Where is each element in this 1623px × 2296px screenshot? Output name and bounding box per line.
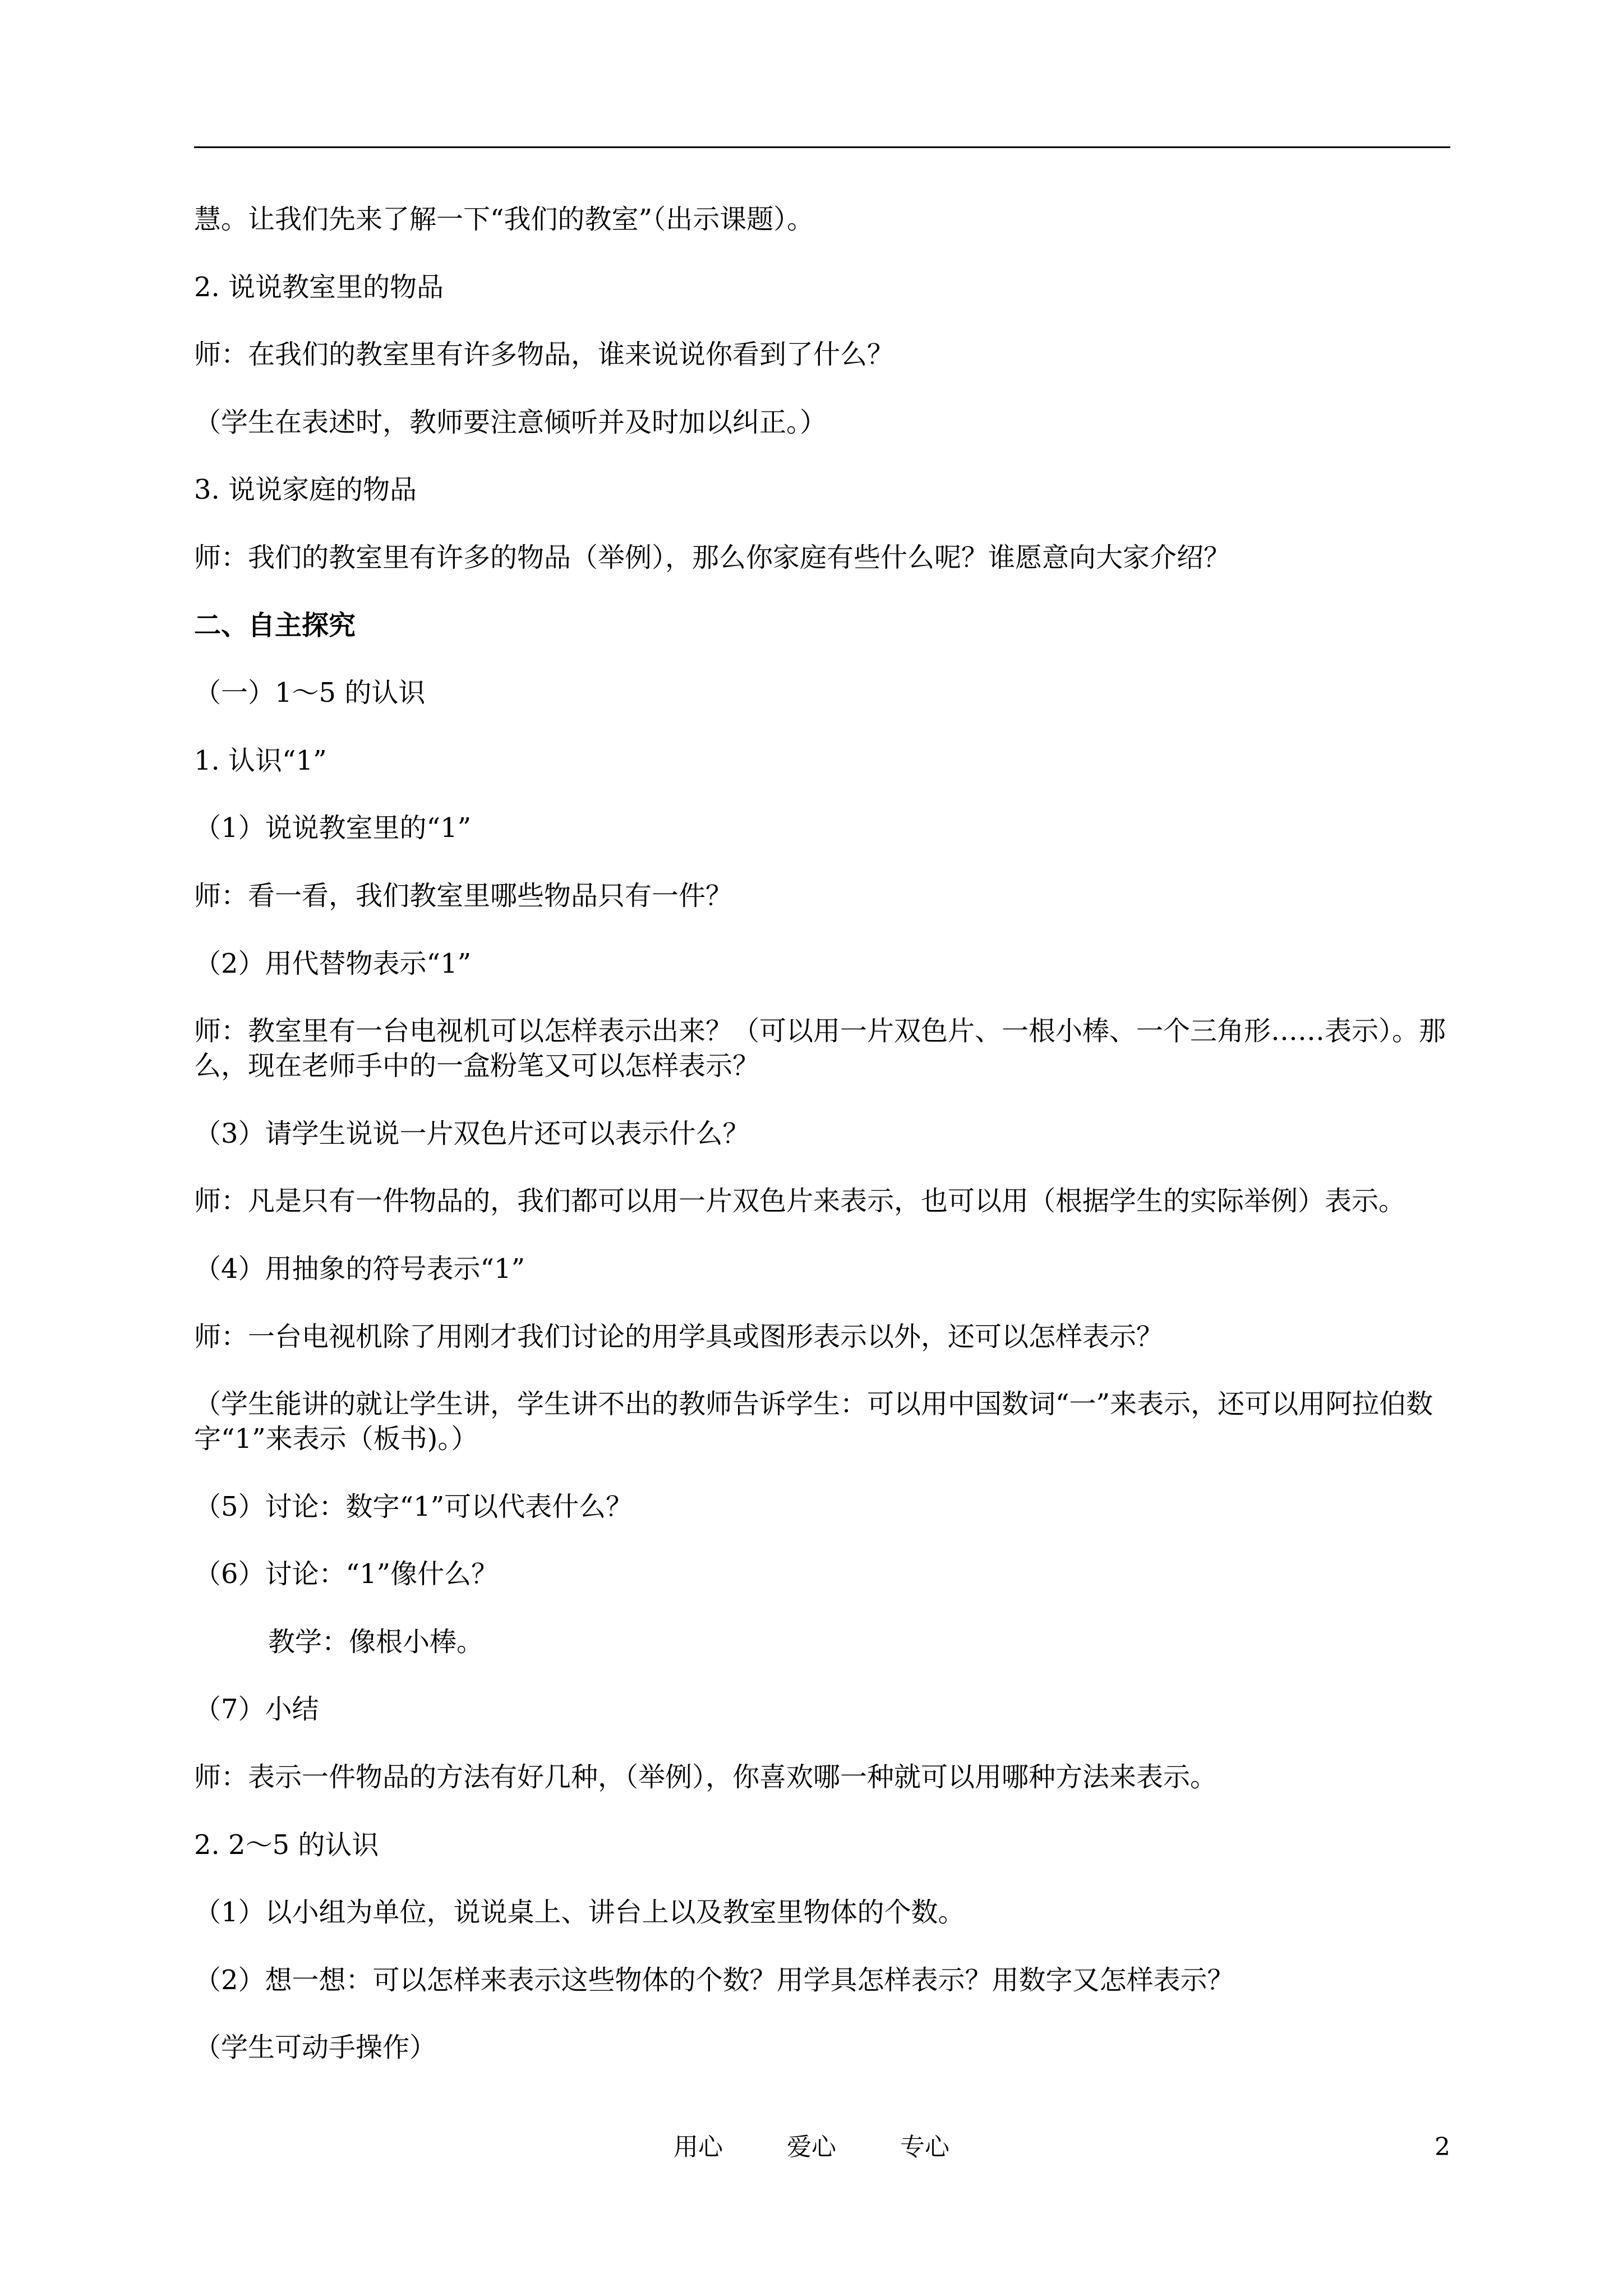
paragraph-line: （学生可动手操作） [194,2032,437,2064]
paragraph-line: （2）想一想：可以怎样来表示这些物体的个数？用学具怎样表示？用数字又怎样表示？ [194,1964,1234,1996]
paragraph-line: 师：教室里有一台电视机可以怎样表示出来？（可以用一片双色片、一根小棒、一个三角形……表示）。那么，现在老师手中的一盒粉笔又可以怎样表示？ [194,1015,1446,1082]
paragraph-line: 2. 2～5 的认识 [194,1829,379,1861]
paragraph-line: （5）讨论：数字“1”可以代表什么？ [194,1490,633,1522]
paragraph-line: （6）讨论：“1”像什么？ [194,1558,499,1590]
footer-motto-word: 爱心 [787,2133,836,2161]
paragraph-line: 师：一台电视机除了用刚才我们讨论的用学具或图形表示以外，还可以怎样表示？ [194,1320,1164,1352]
paragraph-line: 师：凡是只有一件物品的，我们都可以用一片双色片来表示，也可以用（根据学生的实际举例）表示。 [194,1185,1406,1217]
paragraph-line: （1）以小组为单位，说说桌上、讲台上以及教室里物体的个数。 [194,1897,965,1929]
paragraph-line: （学生在表述时，教师要注意倾听并及时加以纠正。） [194,406,827,438]
paragraph-line: （1）说说教室里的“1” [194,812,472,844]
paragraph-line: 慧。让我们先来了解一下“我们的教室”（出示课题）。 [194,204,814,235]
paragraph-line: 师：在我们的教室里有许多物品，谁来说说你看到了什么？ [194,339,895,371]
footer-motto-word: 专心 [900,2133,949,2161]
footer-motto-word: 用心 [674,2133,723,2161]
paragraph-line: （4）用抽象的符号表示“1” [194,1253,525,1285]
page-number: 2 [1435,2133,1450,2161]
paragraph-line: 师：表示一件物品的方法有好几种，（举例），你喜欢哪一种就可以用哪种方法来表示。 [194,1761,1218,1793]
paragraph-line: 师：我们的教室里有许多的物品（举例），那么你家庭有些什么呢？谁愿意向大家介绍？ [194,541,1231,573]
paragraph-line: 1. 认识“1” [194,744,327,776]
paragraph-line: 教学：像根小棒。 [268,1626,484,1658]
header-rule [194,146,1450,148]
paragraph-line: 师：看一看，我们教室里哪些物品只有一件？ [194,880,733,912]
paragraph-line: （3）请学生说说一片双色片还可以表示什么？ [194,1117,750,1149]
paragraph-line: （7）小结 [194,1694,319,1726]
paragraph-line: 3. 说说家庭的物品 [194,474,417,506]
subsection-heading: （一）1～5 的认识 [194,677,426,709]
document-body [194,202,1450,2098]
paragraph-line: （学生能讲的就让学生讲，学生讲不出的教师告诉学生：可以用中国数词“一”来表示，还可以用阿拉伯数字“1”来表示（板书)。） [194,1388,1433,1455]
paragraph-line: 2. 说说教室里的物品 [194,271,444,303]
paragraph-line: （2）用代替物表示“1” [194,947,472,979]
section-heading: 二、自主探究 [194,609,356,641]
footer-motto [0,2132,1623,2163]
